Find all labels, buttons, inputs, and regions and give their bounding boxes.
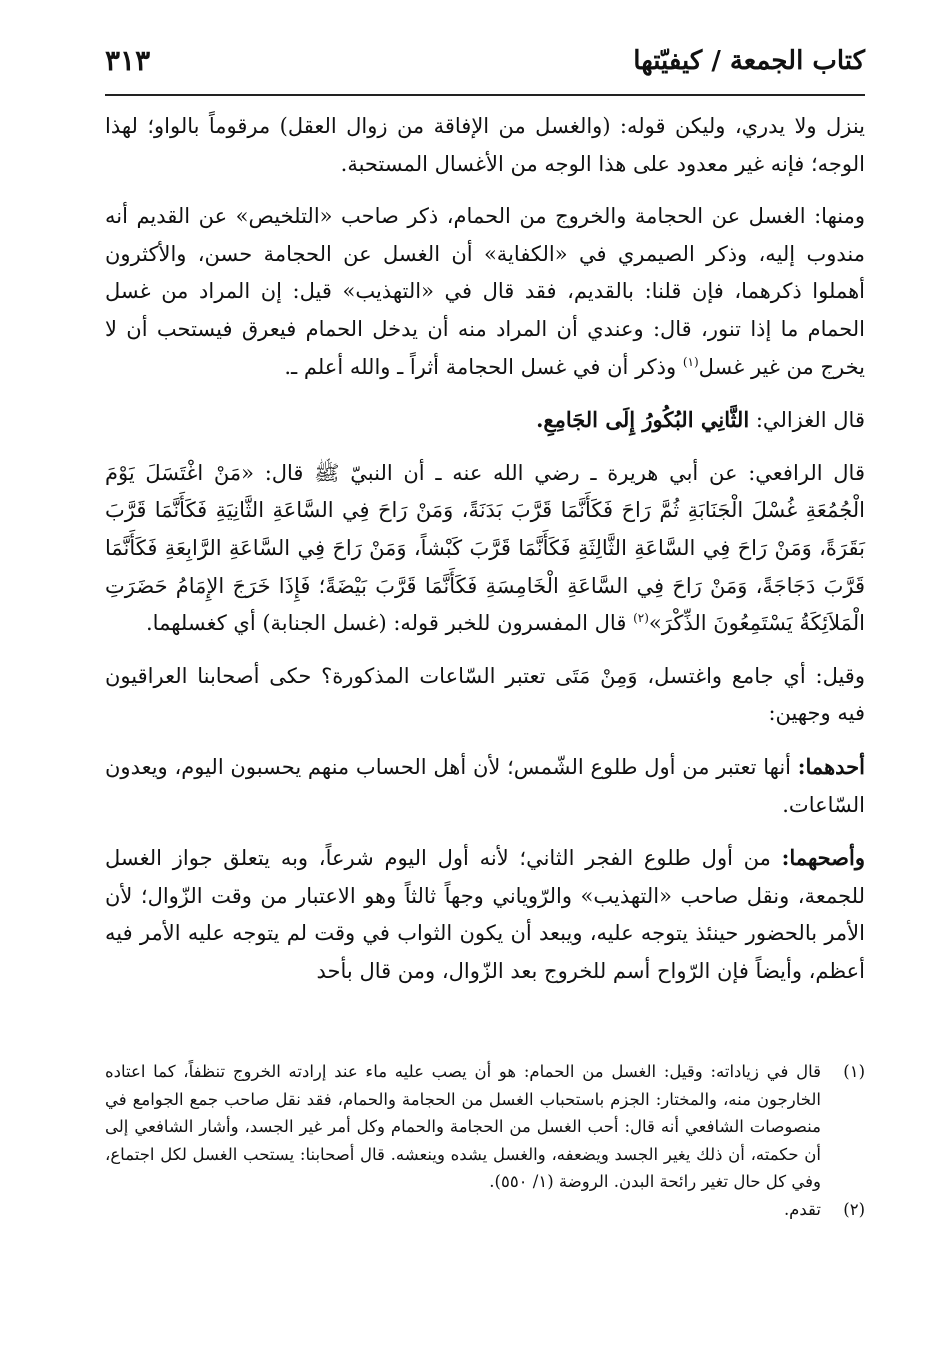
- footnote-ref: (٢): [633, 611, 649, 626]
- paragraph: قال الرافعي: عن أبي هريرة ـ رضي الله عنه ـ أن النبيّ ﷺ قال: «مَنْ اغْتَسَلَ يَوْمَ الْجُمُعَةِ غُسْلَ الْجَنَابَةِ ثُمَّ رَاحَ فَكَأَنَّمَا قَرَّبَ بَدَنَةً، وَمَنْ رَاحَ فِي السَّاعَةِ الثَّانِيَةِ فَكَأَنَّمَا قَرَّبَ بَقَرَةً، وَمَنْ رَاحَ فِي السَّاعَةِ الثَّالِثَةِ فَكَأَنَّمَا قَرَّبَ كَبْشاً، وَمَنْ رَاحَ فِي السَّاعَةِ الرَّابِعَةِ فَكَأَنَّمَا قَرَّبَ دَجَاجَةً، وَمَنْ رَاحَ فِي السَّاعَةِ الْخَامِسَةِ فَكَأَنَّمَا قَرَّبَ بَيْضَةً؛ فَإِذَا خَرَجَ الإِمَامُ حَضَرَتِ الْمَلاَئِكَةُ يَسْتَمِعُونَ الذِّكْرَ»$^{(٢)}$ قال المفسرون للخبر قوله: (غسل الجنابة) أي كغسلهما.: [105, 460, 865, 636]
- footnote-ref: (١): [682, 354, 699, 369]
- footnote-number: (٢): [843, 1199, 865, 1219]
- chapter-title: كتاب الجمعة / كيفيّتها: [633, 46, 865, 76]
- footnotes: [105, 1058, 865, 1223]
- page-header: [105, 40, 865, 90]
- main-text: [105, 108, 865, 990]
- ghazali-heading: قال الغزالي: الثَّانِي البُكُورُ إِلَى الجَامِعِ.: [536, 407, 865, 433]
- header-divider: [105, 94, 865, 96]
- paragraph: ينزل ولا يدري، وليكن قوله: (والغسل من الإفاقة من زوال العقل) مرقوماً بالواو؛ لهذا الوجه؛ فإنه غير معدود على هذا الوجه من الأغسال المستحبة.: [105, 114, 865, 176]
- footnote: [105, 1196, 865, 1224]
- paragraph: ومنها: الغسل عن الحجامة والخروج من الحمام، ذكر صاحب «التلخيص» عن القديم أنه مندوب إليه، وذكر الصيمري في «الكفاية» أن الغسل عن الحجامة حسن، والأكثرون أهملوا ذكرهما، فإن قلنا: بالقديم، فقد قال في «التهذيب» قيل: إن المراد من غسل الحمام ما إذا تنور، قال: وعندي أن المراد منه أن يدخل الحمام فيعرق فيستحب أن لا يخرج من غير غسل$^{(١)}$ وذكر أن في غسل الحجامة أثراً ـ والله أعلم ـ.: [105, 204, 865, 379]
- paragraph: أحدهما: أنها تعتبر من أول طلوع الشّمس؛ لأن أهل الحساب منهم يحسبون اليوم، ويعدون السّاعات.: [105, 753, 865, 817]
- page-number: ٣١٣: [105, 44, 151, 77]
- footnote: [105, 1058, 865, 1196]
- paragraph: وأصحهما: من أول طلوع الفجر الثاني؛ لأنه أول اليوم شرعاً، وبه يتعلق جواز الغسل للجمعة، ونقل صاحب «التهذيب» والرّوياني وجهاً ثالثاً وهو الاعتبار من وقت الزّوال؛ لأن الأمر بالحضور حينئذ يتوجه عليه، ويبعد أن يكون الثواب في وقت لم يتوجه عليه الأمر فيه أعظم، وأيضاً فإن الرّواح أسم للخروج بعد الزّوال، ومن قال بأحد: [105, 845, 865, 983]
- footnote-text: قال في زياداته: وقيل: الغسل من الحمام: هو أن يصب عليه ماء عند إرادته الخروج تنظفاً، كما اعتاده الخارجون منه، والمختار: الجزم باستحباب الغسل من الحجامة والحمام، فقد نقل صاحب جمع الجوامع في منصوصات الشافعي أنه قال: أحب الغسل من الحجامة والحمام وكل أمر غير الجسد، وأشار الشافعي إلى أن حكمته، أن ذلك يغير الجسد ويضعفه، والغسل يشده وينعشه. قال أصحابنا: يستحب الغسل لكل اجتماع، وفي كل حال تغير رائحة البدن. الروضة (١/ ٥٥٠).: [105, 1062, 821, 1191]
- footnote-number: (١): [843, 1062, 865, 1081]
- paragraph: وقيل: أي جامع واغتسل، وَمِنْ مَتَى تعتبر السّاعات المذكورة؟ حكى أصحابنا العراقيون فيه وجهين:: [105, 663, 865, 726]
- footnote-text: تقدم.: [783, 1199, 821, 1219]
